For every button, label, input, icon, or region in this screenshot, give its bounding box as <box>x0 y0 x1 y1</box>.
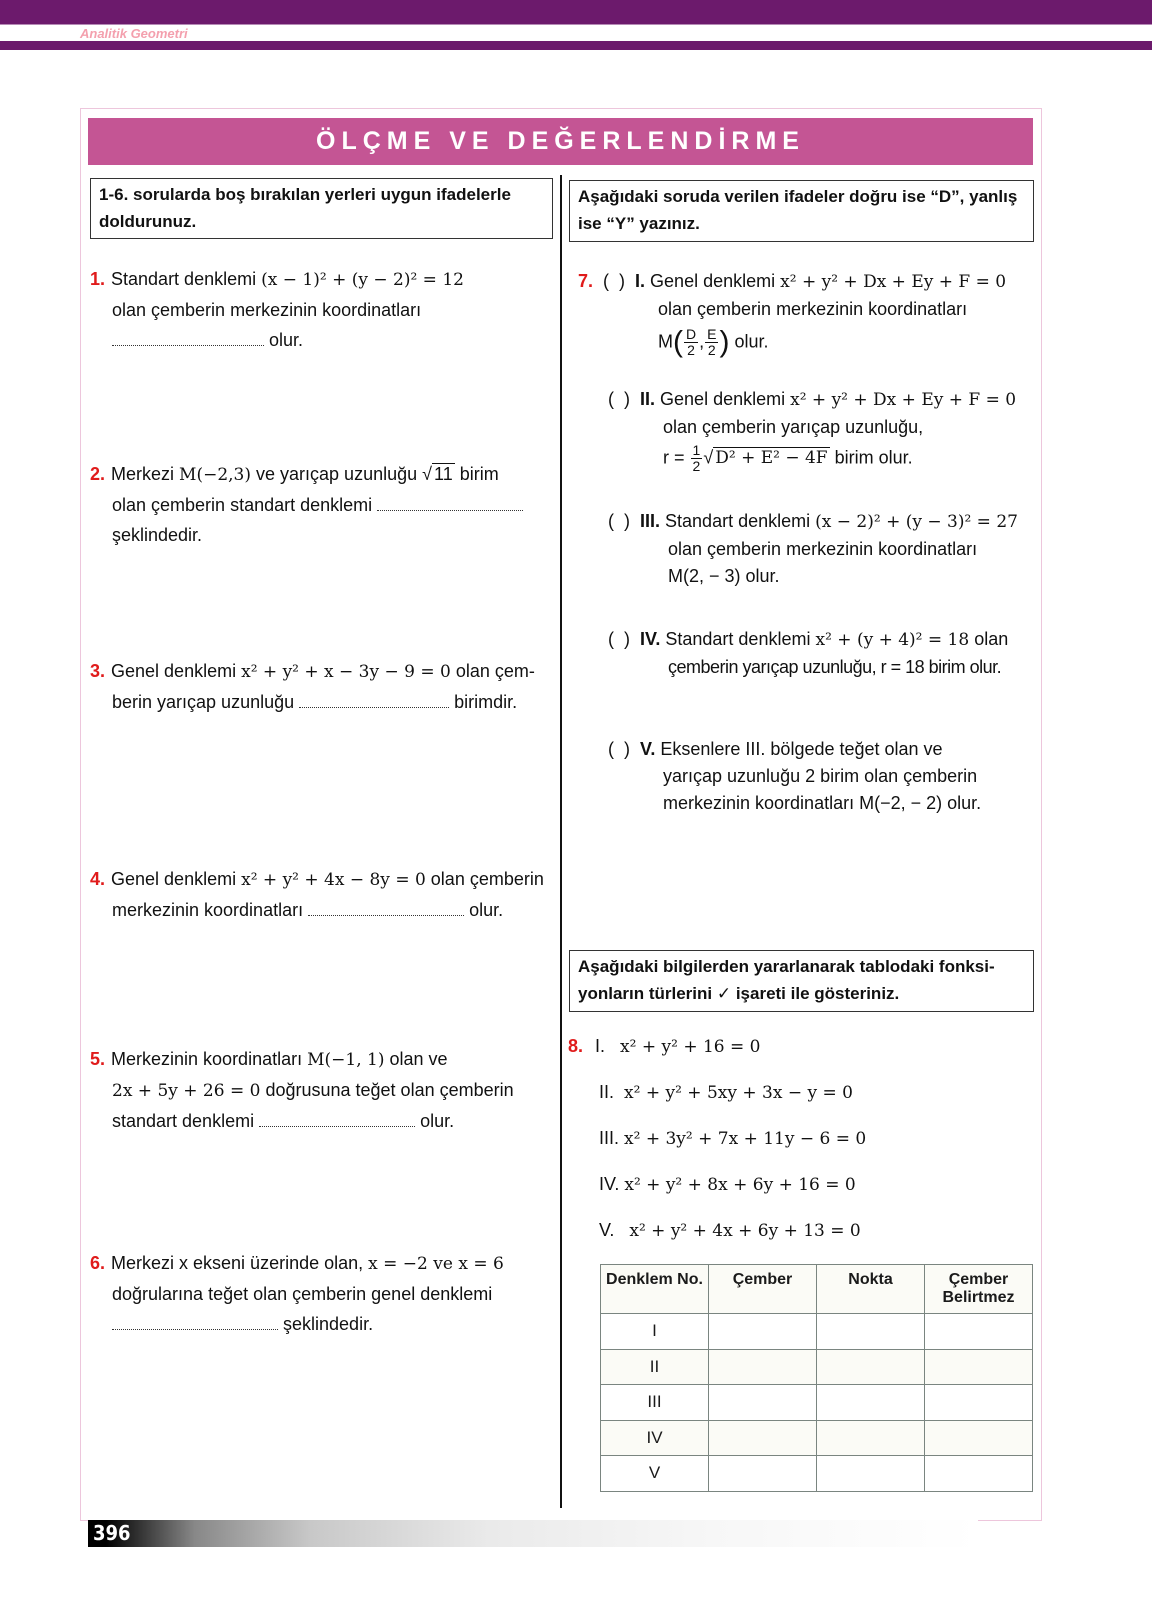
q8-equation-2: II. x² + y² + 5xy + 3x − y = 0 <box>599 1082 853 1103</box>
answer-blank[interactable] <box>259 1113 415 1127</box>
check-cell[interactable] <box>925 1420 1033 1456</box>
question-6: 6. Merkezi x ekseni üzerinde olan, x = −2 ve x = 6 doğrularına teğet olan çemberin genel denklemi şeklindedir. <box>90 1253 504 1334</box>
classification-table <box>600 1264 1033 1492</box>
answer-parentheses[interactable]: ( ) <box>608 629 630 649</box>
check-cell[interactable] <box>709 1349 817 1385</box>
instruction-table: Aşağıdaki bilgilerden yararlanarak tablodaki fonksi-yonların türlerini ✓ işareti ile gösteriniz. <box>569 950 1034 1012</box>
question-5: 5. Merkezinin koordinatları M(−1, 1) olan ve 2x + 5y + 26 = 0 doğrusuna teğet olan çemberin standart denklemi olur. <box>90 1049 514 1131</box>
q8-equation-4: IV. x² + y² + 8x + 6y + 16 = 0 <box>599 1174 856 1195</box>
q8-equation-1: 8. I. x² + y² + 16 = 0 <box>568 1036 761 1057</box>
check-cell[interactable] <box>817 1420 925 1456</box>
question-2: 2. Merkezi M(−2,3) ve yarıçap uzunluğu √ 11 birim olan çemberin standart denklemi şeklindedir. <box>90 459 560 550</box>
question-4: 4. Genel denklemi x² + y² + 4x − 8y = 0 olan çemberin merkezinin koordinatları olur. <box>90 869 544 920</box>
answer-parentheses[interactable]: ( ) <box>603 271 626 291</box>
check-cell[interactable] <box>709 1456 817 1492</box>
check-cell[interactable] <box>925 1349 1033 1385</box>
answer-blank[interactable] <box>299 694 449 708</box>
answer-blank[interactable] <box>308 902 464 916</box>
equation: (x − 1)² + (y − 2)² = 12 <box>261 270 464 290</box>
table-row: III <box>601 1385 1033 1421</box>
page-number: 396 <box>93 1521 131 1545</box>
instruction-fill-blanks: 1-6. sorularda boş bırakılan yerleri uygun ifadelerle doldurunuz. <box>90 178 553 239</box>
q7-item-3: ( ) III. Standart denklemi (x − 2)² + (y − 3)² = 27 olan çemberin merkezinin koordinatları M(2, − 3) olur. <box>608 508 1048 590</box>
check-cell[interactable] <box>925 1456 1033 1492</box>
header-cember-belirtmez: Çember Belirtmez <box>925 1265 1033 1314</box>
answer-blank[interactable] <box>112 1316 278 1330</box>
table-row: II <box>601 1349 1033 1385</box>
q7-item-4: ( ) IV. Standart denklemi x² + (y + 4)² = 18 olan çemberin yarıçap uzunluğu, r = 18 birim olur. <box>608 626 1048 681</box>
column-divider <box>560 175 562 1508</box>
answer-parentheses[interactable]: ( ) <box>608 511 630 531</box>
check-cell[interactable] <box>925 1385 1033 1421</box>
section-title: ÖLÇME VE DEĞERLENDİRME <box>88 118 1033 165</box>
check-cell[interactable] <box>709 1420 817 1456</box>
answer-parentheses[interactable]: ( ) <box>608 739 630 759</box>
check-cell[interactable] <box>709 1385 817 1421</box>
header-nokta: Nokta <box>817 1265 925 1314</box>
header-cember: Çember <box>709 1265 817 1314</box>
footer-gradient-bar <box>88 1520 978 1547</box>
check-cell[interactable] <box>817 1314 925 1350</box>
header-denklem-no: Denklem No. <box>601 1265 709 1314</box>
question-1: 1. Standart denklemi (x − 1)² + (y − 2)² = 12 olan çemberin merkezinin koordinatları olur. <box>90 269 464 350</box>
header-band <box>0 0 1152 24</box>
table-row: V <box>601 1456 1033 1492</box>
instruction-true-false: Aşağıdaki soruda verilen ifadeler doğru ise “D”, yanlış ise “Y” yazınız. <box>569 180 1034 242</box>
answer-blank[interactable] <box>377 497 523 511</box>
header-band-lower <box>0 41 1152 50</box>
question-3: 3. Genel denklemi x² + y² + x − 3y − 9 = 0 olan çem- berin yarıçap uzunluğu birimdir. <box>90 661 535 712</box>
question-number: 8. <box>568 1036 584 1056</box>
question-number: 7. <box>578 271 594 291</box>
answer-parentheses[interactable]: ( ) <box>608 389 630 409</box>
check-cell[interactable] <box>817 1456 925 1492</box>
table-row: IV <box>601 1420 1033 1456</box>
q7-item-2: ( ) II. Genel denklemi x² + y² + Dx + Ey + F = 0 olan çemberin yarıçap uzunluğu, r = $\frac{1}{2}$ √ D² + E² − 4F birim olur. <box>608 386 1048 474</box>
q7-item-1: 7. ( ) I. Genel denklemi x² + y² + Dx + Ey + F = 0 olan çemberin merkezinin koordinatları M( $\frac{D}{2}$ , $\frac{E}{2}$ ) olur. <box>578 268 1038 358</box>
answer-blank[interactable] <box>112 332 264 346</box>
check-cell[interactable] <box>925 1314 1033 1350</box>
check-cell[interactable] <box>817 1385 925 1421</box>
table-row: I <box>601 1314 1033 1350</box>
header-band-line <box>0 24 1152 25</box>
q8-equation-5: V. x² + y² + 4x + 6y + 13 = 0 <box>599 1220 861 1241</box>
q8-equation-3: III. x² + 3y² + 7x + 11y − 6 = 0 <box>599 1128 867 1149</box>
check-cell[interactable] <box>817 1349 925 1385</box>
check-cell[interactable] <box>709 1314 817 1350</box>
question-number: 1. <box>90 269 106 289</box>
q7-item-5: ( ) V. Eksenlere III. bölgede teğet olan ve yarıçap uzunluğu 2 birim olan çemberin merkezinin koordinatları M(−2, − 2) olur. <box>608 736 1048 817</box>
subject-label: Analitik Geometri <box>80 26 188 41</box>
